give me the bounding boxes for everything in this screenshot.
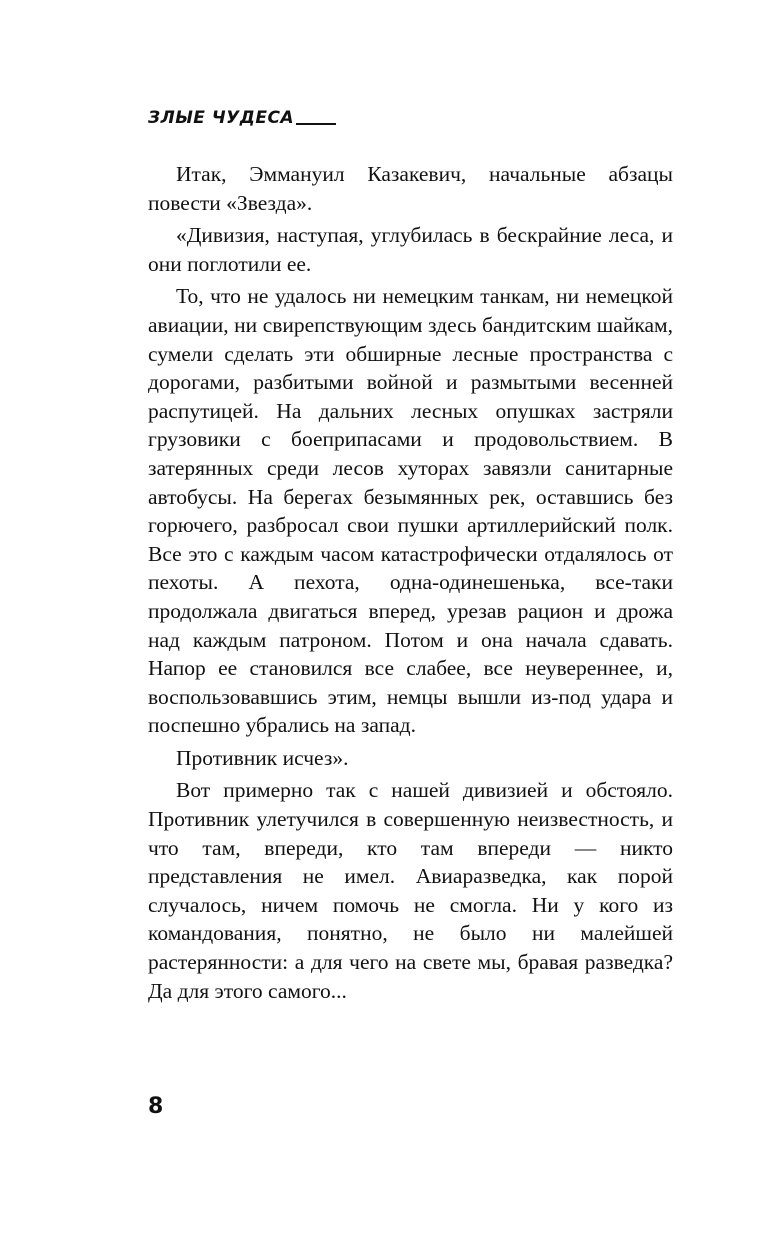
paragraph: Итак, Эммануил Казакевич, начальные абзацы повести «Звезда». — [148, 162, 673, 215]
paragraph: Противник исчез». — [176, 745, 349, 770]
running-head — [148, 108, 336, 128]
running-head-rule — [296, 123, 336, 125]
paragraph: То, что не удалось ни немецким танкам, ни немецкой авиации, ни свирепствующим здесь бандитским шайкам, сумели сделать эти обширные лесные пространства с дорогами, разбитыми войной и размытыми весенней распутицей. На дальних лесных опушках застряли грузовики с боеприпасами и продовольствием. В затерянных среди лесов хуторах завязли санитарные автобусы. На берегах безымянных рек, оставшись без горючего, разбросал свои пушки артиллерийский полк. Все это с каждым часом катастрофически отдалялось от пехоты. А пехота, одна-одинешенька, все-таки продолжала двигаться вперед, урезав рацион и дрожа над каждым патроном. Потом и она начала сдавать. Напор ее становился все слабее, все неувереннее, и, воспользовавшись этим, немцы вышли из-под удара и поспешно убрались на запад. — [148, 284, 673, 738]
paragraph: Вот примерно так с нашей дивизией и обстояло. Противник улетучился в совершенную неизвестность, и что там, впереди, кто там впереди — никто представления не имел. Авиаразведка, как порой случалось, ничем помочь не смогла. Ни у кого из командования, понятно, не было ни малейшей растерянности: а для чего на свете мы, бравая разведка? Да для этого самого... — [148, 778, 673, 1003]
text-body — [148, 160, 673, 1009]
running-head-title: ЗЛЫЕ ЧУДЕСА — [148, 108, 295, 128]
paragraph: «Дивизия, наступая, углубилась в бескрайние леса, и они поглотили ее. — [148, 223, 673, 276]
page-number: 8 — [148, 1094, 164, 1119]
